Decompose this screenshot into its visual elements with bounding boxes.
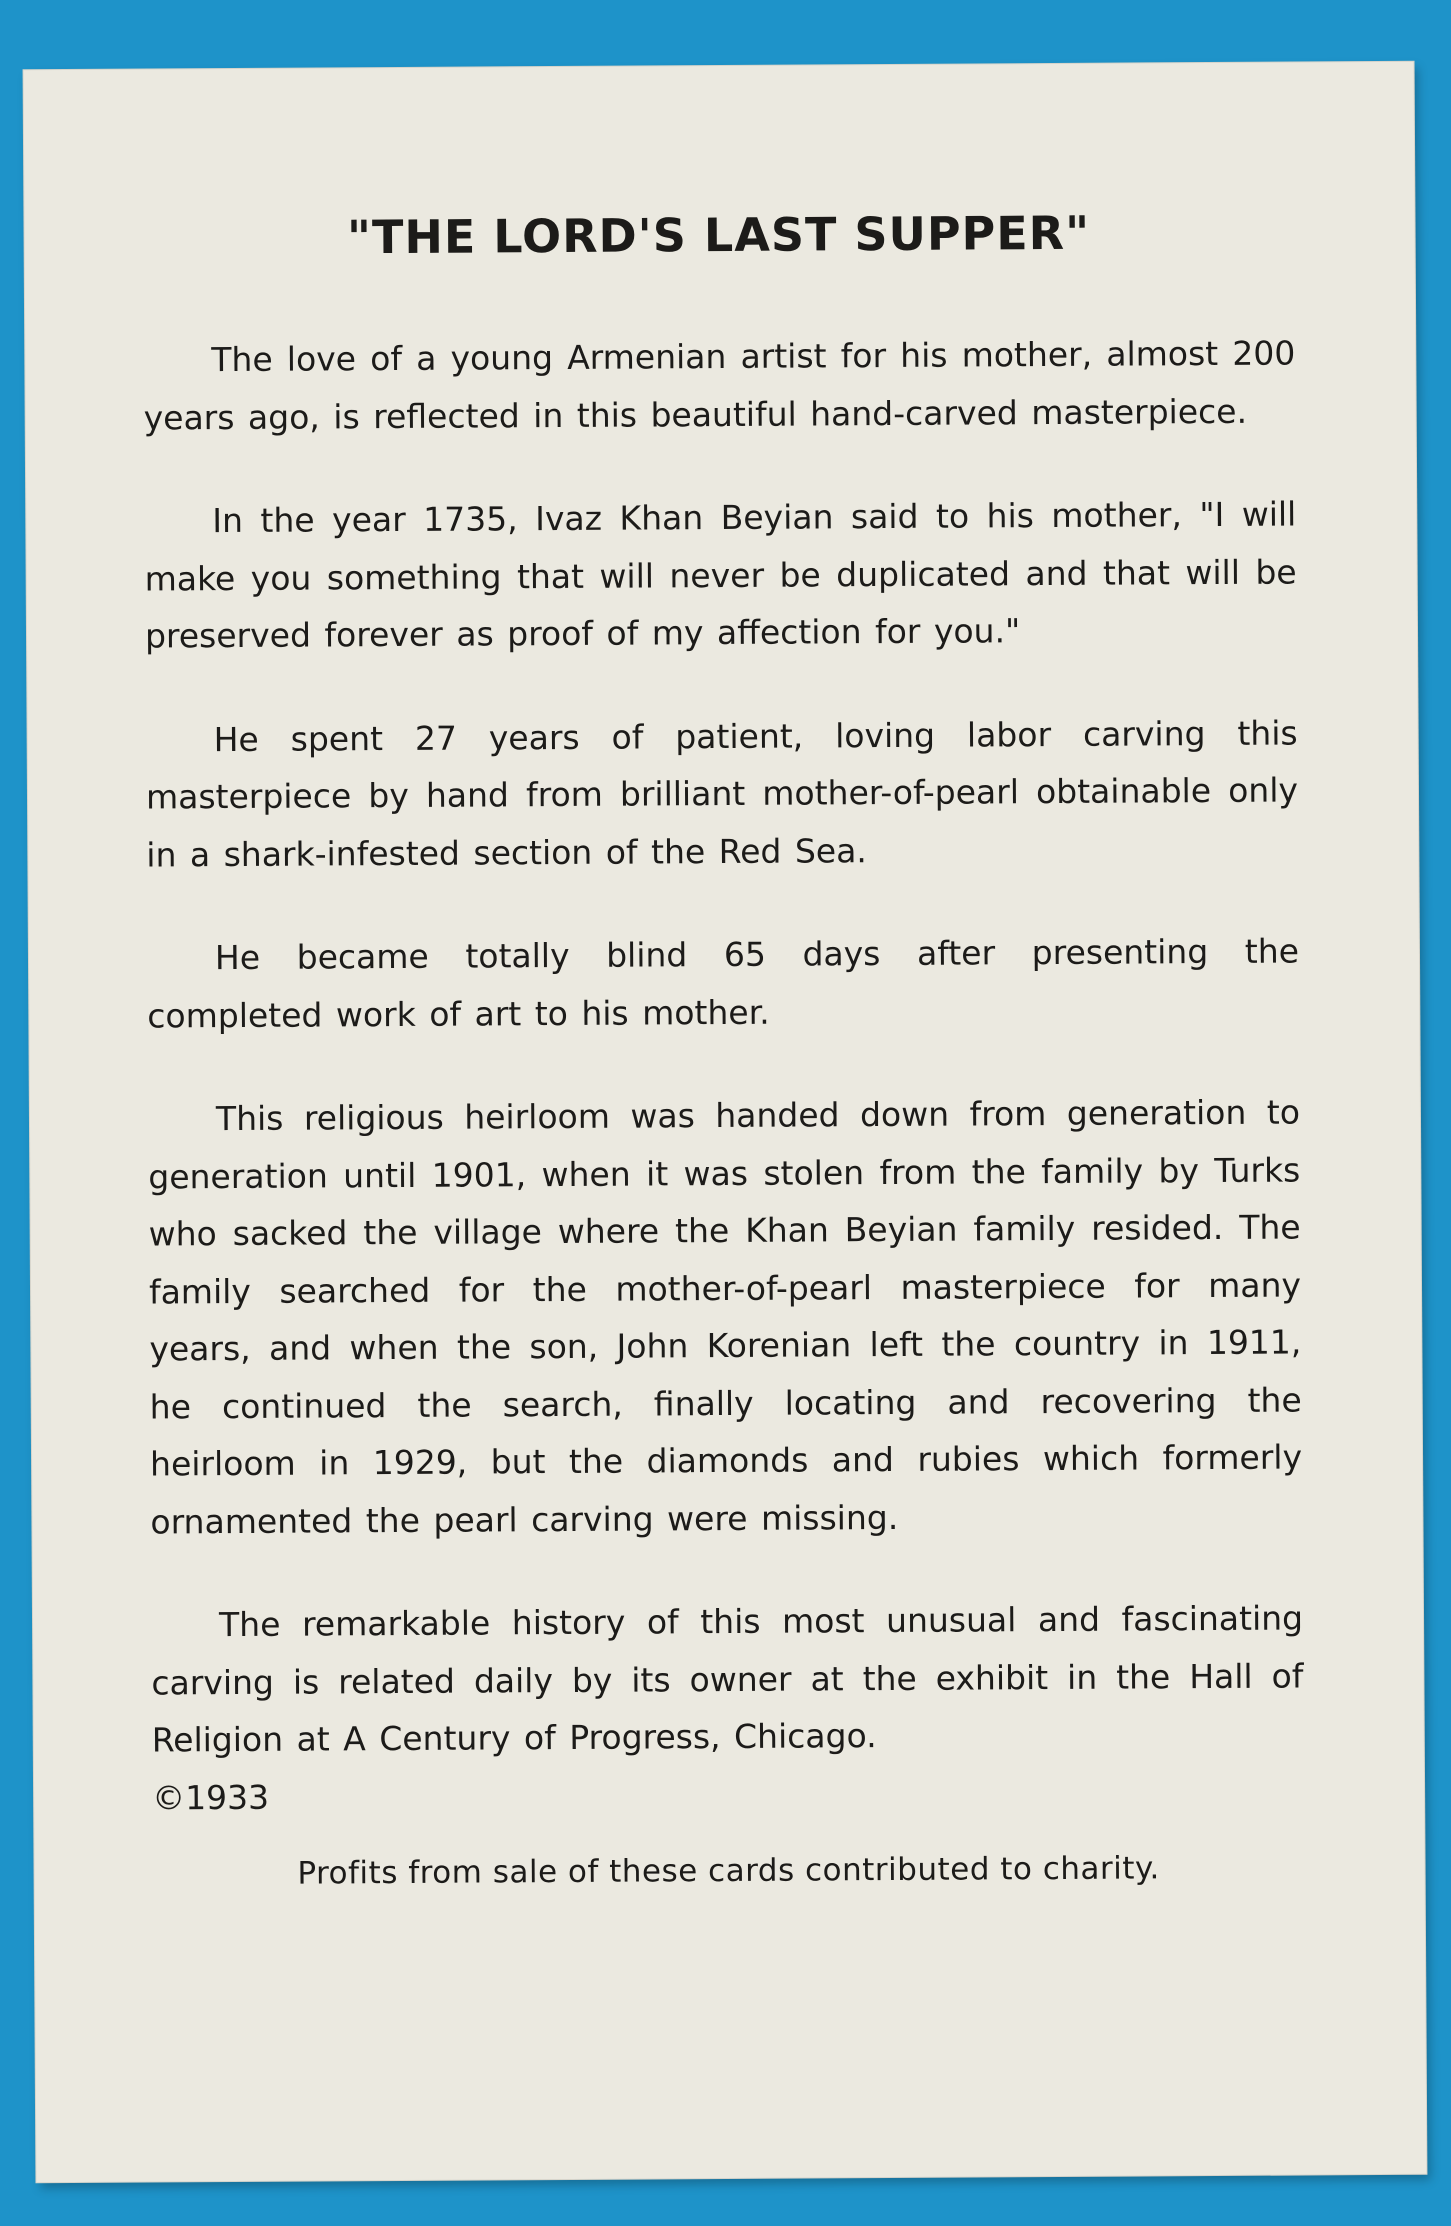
card-content <box>142 205 1304 1893</box>
paragraph-6 <box>151 1589 1304 1826</box>
copyright-notice: ©1933 <box>151 1777 270 1818</box>
paragraph-2: In the year 1735, Ivaz Khan Beyian said to his mother, "I will make you something that will never be duplicated and that will be preserved forever as proof of my affection for you." <box>144 494 1297 656</box>
paragraph-1: The love of a young Armenian artist for his mother, almost 200 years ago, is reflected in this beautiful hand-carved masterpiece. <box>143 333 1296 438</box>
card-title: "THE LORD'S LAST SUPPER" <box>346 205 1091 265</box>
postcard <box>24 62 1427 2182</box>
charity-footer: Profits from sale of these cards contributed to charity. <box>297 1850 1160 1892</box>
paragraph-5: This religious heirloom was handed down from generation to generation until 1901, when it was stolen from the family by Turks who sacked the village where the Khan Beyian family resided. The family searched for the mother-of-pearl masterpiece for many years, and when the son, John Korenian left the country in 1911, he continued the search, finally locating and recovering the heirloom in 1929, but the diamonds and rubies which formerly ornamented the pearl carving were missing. <box>148 1092 1303 1542</box>
paragraph-3: He spent 27 years of patient, loving labor carving this masterpiece by hand from brilliant mother-of-pearl obtainable only in a shark-infested section of the Red Sea. <box>145 712 1299 875</box>
paragraph-6-text: The remarkable history of this most unusual and fascinating carving is related daily by its owner at the exhibit in the Hall of Religion at A Century of Progress, Chicago. <box>151 1598 1304 1760</box>
paragraph-4: He became totally blind 65 days after presenting the completed work of art to his mother. <box>147 931 1300 1036</box>
